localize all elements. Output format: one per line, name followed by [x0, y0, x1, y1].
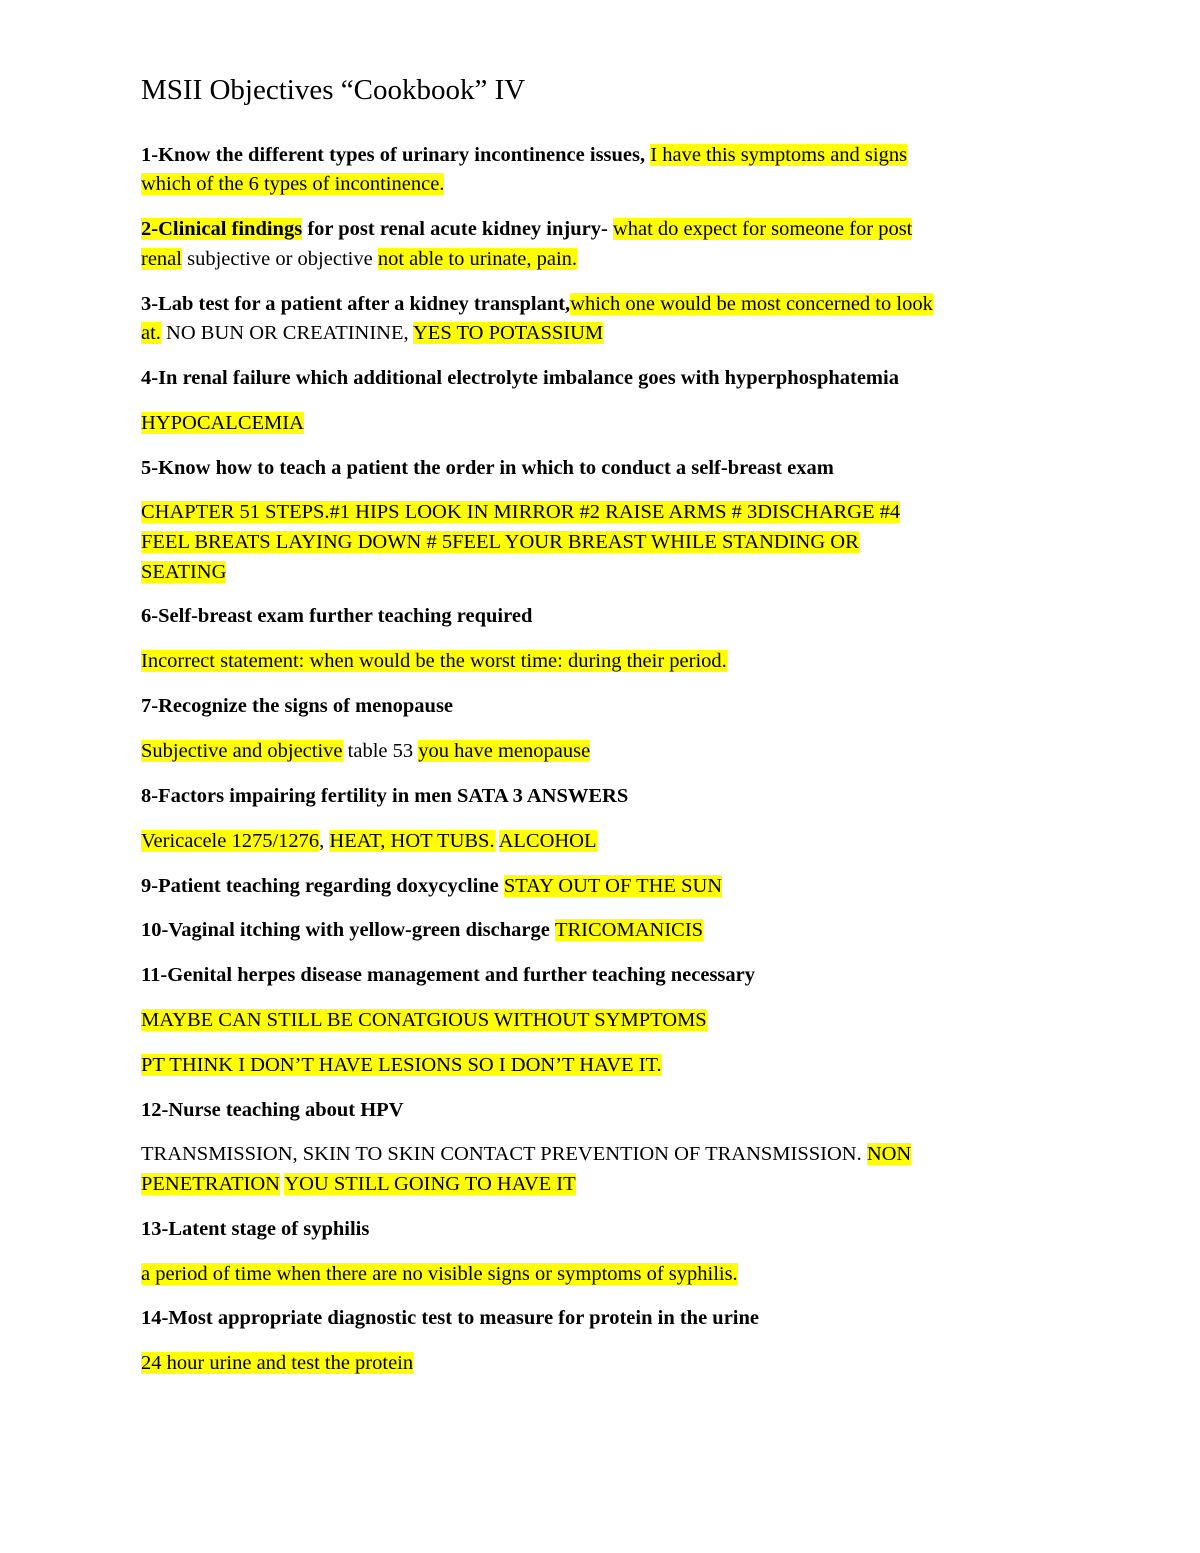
text-line	[141, 1215, 369, 1243]
highlighted-question-text: 2-Clinical findings	[141, 218, 303, 240]
highlighted-answer-text: MAYBE CAN STILL BE CONATGIOUS WITHOUT SYMPTOMS	[141, 1009, 707, 1031]
text-line	[141, 782, 628, 810]
text-line	[141, 170, 444, 198]
text-line	[141, 290, 933, 318]
highlighted-answer-text: 24 hour urine and test the protein	[141, 1352, 414, 1374]
question-text: 5-Know how to teach a patient the order in which to conduct a self-breast exam	[141, 457, 834, 479]
highlighted-answer-text: HEAT, HOT TUBS.	[329, 830, 495, 852]
text-line	[141, 319, 603, 347]
highlighted-answer-text: which one would be most concerned to look	[570, 293, 933, 315]
highlighted-answer-text: TRICOMANICIS	[554, 919, 704, 941]
highlighted-answer-text: what do expect for someone for post	[612, 218, 913, 240]
question-text: 9-Patient teaching regarding doxycycline	[141, 875, 504, 897]
text-line	[141, 141, 907, 169]
text-line	[141, 498, 900, 526]
question-text: 6-Self-breast exam further teaching required	[141, 605, 533, 627]
document-title: MSII Objectives “Cookbook” IV	[141, 74, 526, 106]
text-line	[141, 602, 532, 630]
question-text: 7-Recognize the signs of menopause	[141, 695, 454, 717]
text-line	[141, 409, 304, 437]
highlighted-answer-text: CHAPTER 51 STEPS.#1 HIPS LOOK IN MIRROR #2 RAISE ARMS # 3DISCHARGE #4	[141, 501, 901, 523]
highlighted-answer-text: I have this symptoms and signs	[650, 144, 908, 166]
highlighted-answer-text: Vericacele 1275/1276	[141, 830, 320, 852]
text-line	[141, 692, 453, 720]
question-text: 1-Know the different types of urinary incontinence issues,	[141, 144, 651, 166]
highlighted-answer-text: YES TO POTASSIUM	[413, 322, 604, 344]
text-line	[141, 1096, 404, 1124]
text-line	[141, 1006, 707, 1034]
text-line	[141, 1170, 576, 1198]
text-line	[141, 1260, 738, 1288]
highlighted-answer-text: ALCOHOL	[498, 830, 597, 852]
highlighted-answer-text: not able to urinate, pain.	[377, 248, 578, 270]
question-text: 8-Factors impairing fertility in men SATA 3 ANSWERS	[141, 785, 629, 807]
highlighted-answer-text: HYPOCALCEMIA	[141, 412, 304, 434]
answer-text: NO BUN OR CREATININE,	[160, 322, 413, 344]
question-text: 4-In renal failure which additional electrolyte imbalance goes with hyperphosphatemia	[141, 367, 899, 389]
text-line	[141, 1140, 911, 1168]
highlighted-answer-text: Subjective and objective	[141, 740, 343, 762]
question-text: 13-Latent stage of syphilis	[141, 1218, 370, 1240]
question-text: 3-Lab test for a patient after a kidney transplant,	[141, 293, 571, 315]
highlighted-answer-text: YOU STILL GOING TO HAVE IT	[284, 1173, 576, 1195]
question-text: 12-Nurse teaching about HPV	[141, 1099, 404, 1121]
answer-text: subjective or objective	[181, 248, 378, 270]
highlighted-answer-text: SEATING	[141, 561, 227, 583]
highlighted-answer-text: PT THINK I DON’T HAVE LESIONS SO I DON’T HAVE IT.	[141, 1054, 662, 1076]
answer-text	[495, 830, 499, 852]
highlighted-answer-text: PENETRATION	[141, 1173, 280, 1195]
text-line	[141, 827, 597, 855]
text-line	[141, 872, 722, 900]
text-line	[141, 528, 859, 556]
text-line	[141, 916, 703, 944]
text-line	[141, 1349, 413, 1377]
highlighted-answer-text: STAY OUT OF THE SUN	[503, 875, 723, 897]
text-line	[141, 364, 899, 392]
text-line	[141, 245, 577, 273]
text-line	[141, 454, 834, 482]
text-line	[141, 737, 590, 765]
highlighted-answer-text: NON	[866, 1143, 912, 1165]
text-line	[141, 215, 912, 243]
text-line	[141, 647, 727, 675]
answer-text: ,	[319, 830, 330, 852]
question-text: 10-Vaginal itching with yellow-green discharge	[141, 919, 555, 941]
text-line	[141, 1304, 759, 1332]
text-line	[141, 961, 755, 989]
highlighted-answer-text: you have menopause	[418, 740, 591, 762]
answer-text: table 53	[342, 740, 419, 762]
question-text: 11-Genital herpes disease management and further teaching necessary	[141, 964, 755, 986]
highlighted-answer-text: FEEL BREATS LAYING DOWN # 5FEEL YOUR BREAST WHILE STANDING OR	[141, 531, 859, 553]
text-line	[141, 558, 226, 586]
answer-text: TRANSMISSION, SKIN TO SKIN CONTACT PREVENTION OF TRANSMISSION.	[141, 1143, 867, 1165]
highlighted-answer-text: Incorrect statement: when would be the worst time: during their period.	[141, 650, 727, 672]
question-text: for post renal acute kidney injury-	[302, 218, 613, 240]
text-line	[141, 1051, 662, 1079]
question-text: 14-Most appropriate diagnostic test to measure for protein in the urine	[141, 1307, 759, 1329]
highlighted-answer-text: at.	[141, 322, 161, 344]
highlighted-answer-text: which of the 6 types of incontinence.	[141, 173, 445, 195]
highlighted-answer-text: a period of time when there are no visible signs or symptoms of syphilis.	[141, 1263, 738, 1285]
highlighted-answer-text: renal	[141, 248, 182, 270]
